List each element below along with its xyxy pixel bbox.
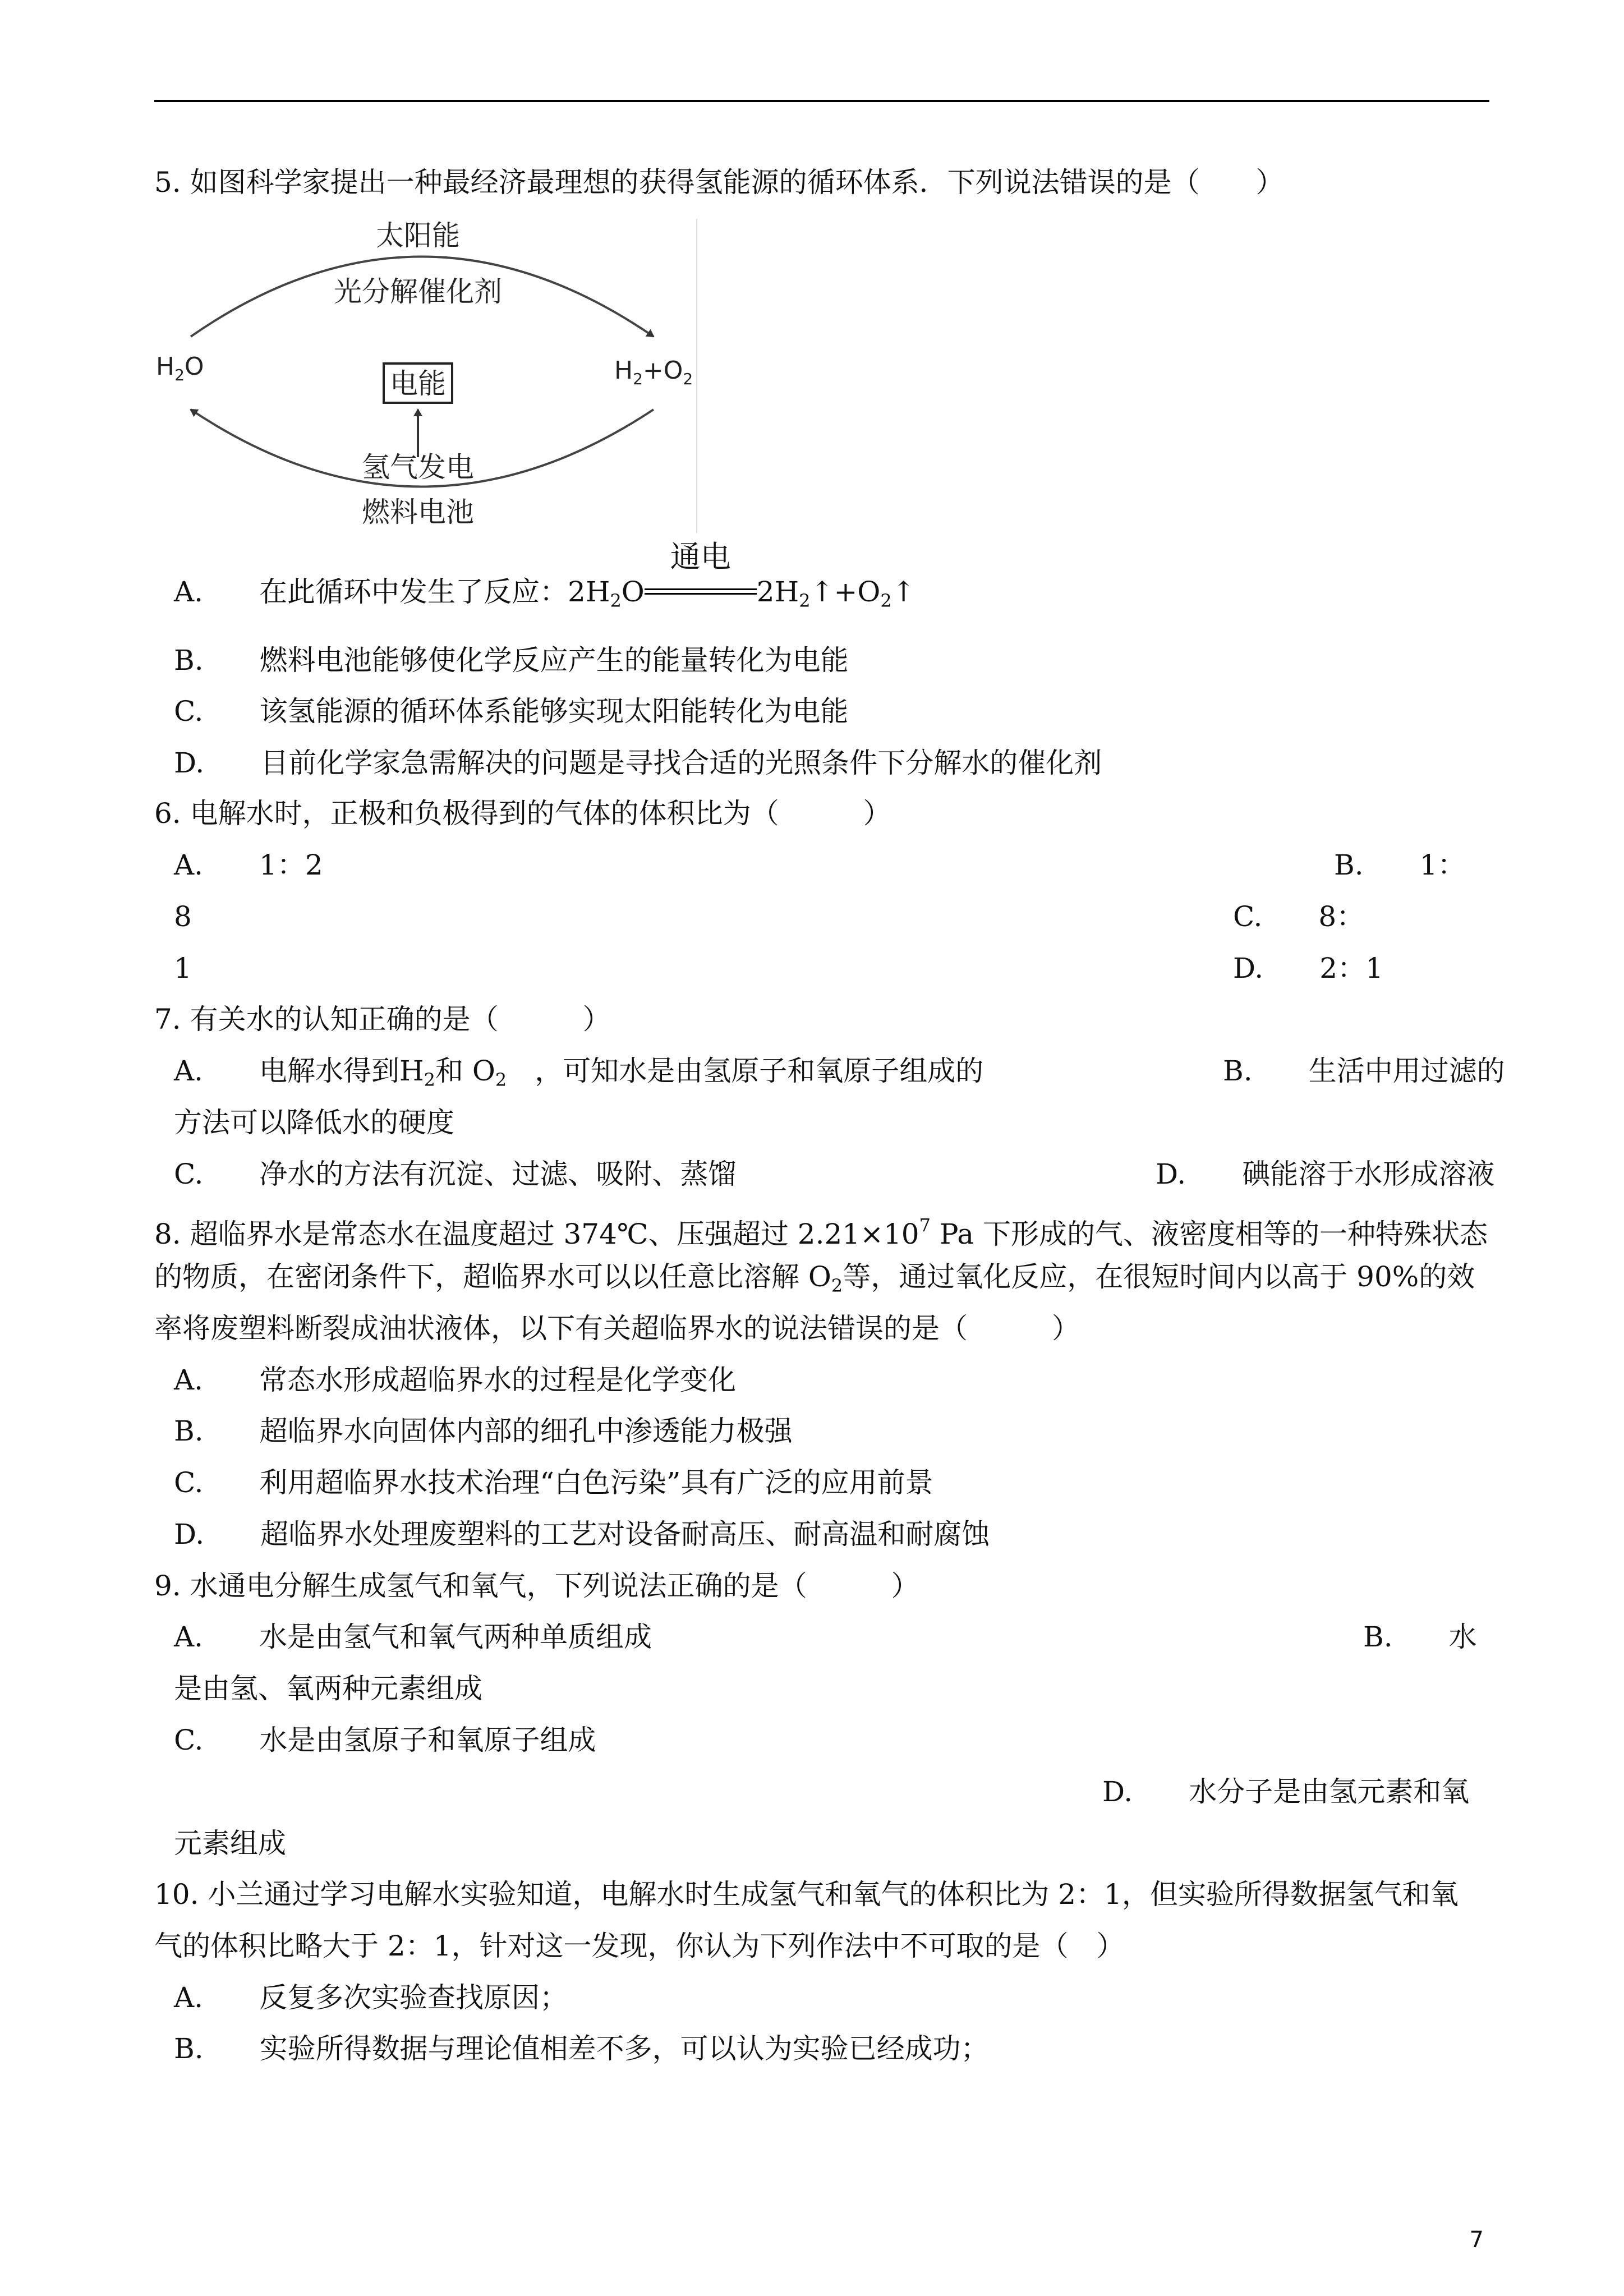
q9-option-a: A. 水是由氢气和氧气两种单质组成 — [174, 1621, 652, 1653]
q5-stem: 5. 如图科学家提出一种最经济最理想的获得氢能源的循环体系．下列说法错误的是（ ） — [154, 166, 1284, 199]
q9-option-c: C. 水是由氢原子和氧原子组成 — [174, 1724, 596, 1756]
q5-option-c: C. 该氢能源的循环体系能够实现太阳能转化为电能 — [174, 695, 849, 728]
reaction-condition: 通电 — [645, 575, 757, 595]
q7-option-b: B. 生活中用过滤的 — [1223, 1055, 1505, 1087]
q6-option-c: C. 8： — [1233, 900, 1365, 933]
q10-option-a: A. 反复多次实验查找原因； — [174, 1981, 568, 2014]
q8-option-a: A. 常态水形成超临界水的过程是化学变化 — [174, 1364, 737, 1396]
products-label: $H_2+O_2$ — [614, 356, 693, 388]
q8-stem-line2: 的物质，在密闭条件下，超临界水可以以任意比溶解 $O_2$等，通过氧化反应，在很短时间内以高于 90%的效 — [154, 1260, 1475, 1296]
q9-stem: 9. 水通电分解生成氢气和氧气，下列说法正确的是（ ） — [154, 1570, 919, 1602]
q5-option-a: A. 在此循环中发生了反应：$2H_2O$ 通电 $2H_2↑+O_2↑$ — [174, 539, 915, 611]
q9-option-b: B. 水 — [1363, 1621, 1477, 1653]
q8-option-d: D. 超临界水处理废塑料的工艺对设备耐高压、耐高温和耐腐蚀 — [174, 1518, 990, 1550]
q10-option-b: B. 实验所得数据与理论值相差不多，可以认为实验已经成功； — [174, 2032, 989, 2065]
q6-option-a: A. 1：2 — [174, 849, 323, 881]
page-number: 7 — [1469, 2227, 1484, 2253]
q7-option-b-cont: 方法可以降低水的硬度 — [174, 1106, 454, 1139]
q5-option-d: D. 目前化学家急需解决的问题是寻找合适的光照条件下分解水的催化剂 — [174, 747, 1102, 779]
header-rule — [154, 100, 1489, 102]
q9-option-b-cont: 是由氢、氧两种元素组成 — [174, 1672, 482, 1705]
q6-option-b: B. 1： — [1334, 849, 1466, 881]
q7-option-a: A. 电解水得到$H_2$和 $O_2$ ，可知水是由氢原子和氧原子组成的 — [174, 1055, 984, 1091]
q7-stem: 7. 有关水的认知正确的是（ ） — [154, 1003, 611, 1036]
q6-option-d: D. 2：1 — [1233, 952, 1383, 984]
q5-option-b: B. 燃料电池能够使化学反应产生的能量转化为电能 — [174, 644, 849, 677]
fuel-cell-label: 燃料电池 — [362, 496, 474, 528]
q8-stem-line3: 率将废塑料断裂成油状液体，以下有关超临界水的说法错误的是（ ） — [154, 1312, 1080, 1345]
q6-stem: 6. 电解水时，正极和负极得到的气体的体积比为（ ） — [154, 797, 891, 830]
q10-stem-line2: 气的体积比略大于 2：1，针对这一发现，你认为下列作法中不可取的是（ ） — [154, 1930, 1125, 1962]
q8-option-c: C. 利用超临界水技术治理“白色污染”具有广泛的应用前景 — [174, 1466, 933, 1499]
q6-option-c-cont: 1 — [174, 952, 192, 984]
q7-option-d: D. 碘能溶于水形成溶液 — [1156, 1158, 1495, 1190]
catalyst-label: 光分解催化剂 — [334, 275, 502, 308]
hydrogen-power-label: 氢气发电 — [362, 451, 474, 484]
q10-stem-line1: 10. 小兰通过学习电解水实验知道，电解水时生成氢气和氧气的体积比为 2：1，但实验所得数据氢气和氧 — [154, 1878, 1459, 1911]
q8-option-b: B. 超临界水向固体内部的细孔中渗透能力极强 — [174, 1415, 793, 1447]
q8-stem-line1: 8. 超临界水是常态水在温度超过 374℃、压强超过 $2.21\times 10^7$ Pa 下形成的气、液密度相等的一种特殊状态 — [154, 1214, 1488, 1250]
water-label: $H_2O$ — [156, 352, 204, 384]
electric-energy-label: 电能 — [390, 367, 446, 400]
hydrogen-cycle-diagram — [151, 216, 707, 541]
q7-option-c: C. 净水的方法有沉淀、过滤、吸附、蒸馏 — [174, 1158, 737, 1190]
q6-option-b-cont: 8 — [174, 900, 192, 933]
q9-option-d-cont: 元素组成 — [174, 1827, 286, 1860]
q9-option-d: D. 水分子是由氢元素和氧 — [1102, 1775, 1470, 1808]
solar-energy-label: 太阳能 — [376, 219, 460, 252]
